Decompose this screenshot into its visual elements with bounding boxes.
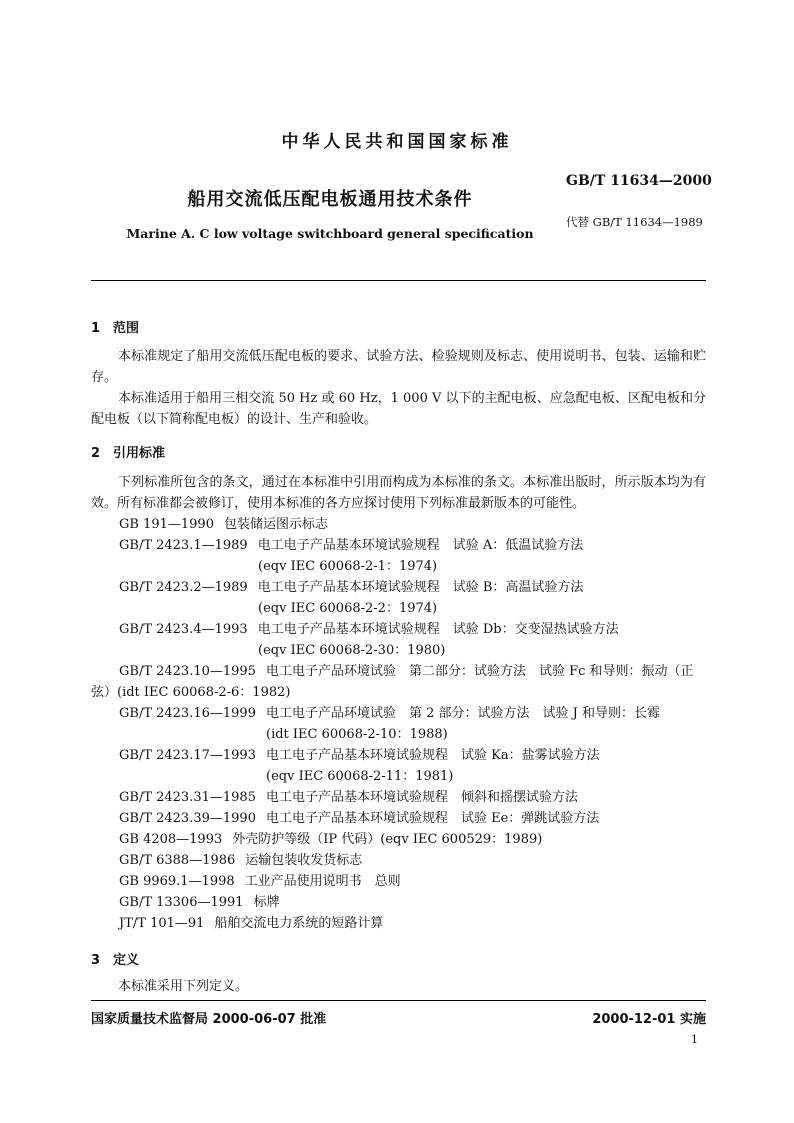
section-number: 2 xyxy=(91,446,101,461)
section-number: 3 xyxy=(91,953,101,968)
reference-code: GB 4208—1993 xyxy=(119,832,223,847)
reference-title: 电工电子产品基本环境试验规程 倾斜和摇摆试验方法 xyxy=(265,790,578,805)
reference-title: 电工电子产品基本环境试验规程 试验 Ka：盐雾试验方法 xyxy=(265,748,600,763)
reference-title: 电工电子产品环境试验 第 2 部分：试验方法 试验 J 和导则：长霉 xyxy=(265,706,660,721)
reference-title: 外壳防护等级（IP 代码）(eqv IEC 600529：1989) xyxy=(232,832,543,847)
reference-code: JT/T 101—91 xyxy=(119,916,205,931)
reference-item xyxy=(119,892,280,913)
reference-code: GB 191—1990 xyxy=(119,517,214,532)
reference-item xyxy=(119,913,383,934)
reference-continuation: (eqv IEC 60068-2-30：1980) xyxy=(258,643,446,658)
section-title: 定义 xyxy=(113,953,140,968)
section-1-heading xyxy=(91,317,139,336)
reference-title: 船舶交流电力系统的短路计算 xyxy=(214,916,384,931)
reference-item xyxy=(119,514,328,535)
reference-code: GB/T 2423.10—1995 xyxy=(119,664,256,679)
reference-item xyxy=(119,619,619,640)
approval-line: 国家质量技术监督局 2000-06-07 批准 xyxy=(91,1012,327,1027)
reference-item xyxy=(119,871,401,892)
reference-title: 标牌 xyxy=(253,895,280,910)
reference-continuation: (eqv IEC 60068-2-11：1981) xyxy=(266,769,454,784)
reference-item xyxy=(119,787,578,808)
reference-continuation: (eqv IEC 60068-2-1：1974) xyxy=(258,559,438,574)
reference-code: GB/T 2423.39—1990 xyxy=(119,811,256,826)
reference-title: 包装储运图示标志 xyxy=(223,517,328,532)
reference-item xyxy=(119,661,694,682)
reference-title: 运输包装收发货标志 xyxy=(245,853,363,868)
section-1-paragraph-2: 本标准适用于船用三相交流 50 Hz 或 60 Hz，1 000 V 以下的主配电板、应急配电板、区配电板和分配电板（以下简称配电板）的设计、生产和验收。 xyxy=(91,391,706,427)
reference-code: GB/T 2423.4—1993 xyxy=(119,622,248,637)
effective-date: 2000-12-01 实施 xyxy=(592,1012,706,1027)
document-title: 船用交流低压配电板通用技术条件 xyxy=(187,189,473,210)
reference-item xyxy=(119,535,583,556)
footer-divider xyxy=(91,1000,706,1001)
section-1-paragraph-1: 本标准规定了船用交流低压配电板的要求、试验方法、检验规则及标志、使用说明书、包装、运输和贮存。 xyxy=(91,349,706,385)
section-2-heading xyxy=(91,442,165,461)
reference-title: 电工电子产品基本环境试验规程 试验 B：高温试验方法 xyxy=(257,580,584,595)
reference-code: GB 9969.1—1998 xyxy=(119,874,235,889)
standard-number: GB/T 11634—2000 xyxy=(566,173,712,189)
national-standard-title: 中华人民共和国国家标准 xyxy=(281,132,513,152)
reference-item xyxy=(119,808,599,829)
section-3-heading xyxy=(91,949,139,968)
reference-continuation: (idt IEC 60068-2-10：1988) xyxy=(266,727,448,742)
reference-code: GB/T 2423.31—1985 xyxy=(119,790,256,805)
section-title: 引用标准 xyxy=(113,446,166,461)
reference-title: 电工电子产品环境试验 第二部分：试验方法 试验 Fc 和导则：振动（正 xyxy=(265,664,694,679)
page-number: 1 xyxy=(691,1033,698,1046)
section-number: 1 xyxy=(91,321,101,336)
reference-code: GB/T 6388—1986 xyxy=(119,853,236,868)
reference-code: GB/T 2423.16—1999 xyxy=(119,706,256,721)
section-2-paragraph-1: 下列标准所包含的条文，通过在本标准中引用而构成为本标准的条文。本标准出版时，所示版本均为有效。所有标准都会被修订，使用本标准的各方应探讨使用下列标准最新版本的可能性。 xyxy=(91,475,706,511)
reference-item xyxy=(119,577,583,598)
reference-item xyxy=(119,829,542,850)
header-divider xyxy=(91,280,706,281)
reference-title: 电工电子产品基本环境试验规程 试验 Ee：弹跳试验方法 xyxy=(265,811,600,826)
reference-continuation: (eqv IEC 60068-2-2：1974) xyxy=(258,601,438,616)
reference-code: GB/T 2423.1—1989 xyxy=(119,538,248,553)
reference-code: GB/T 2423.17—1993 xyxy=(119,748,256,763)
reference-item xyxy=(119,850,362,871)
reference-title: 电工电子产品基本环境试验规程 试验 Db：交变湿热试验方法 xyxy=(257,622,619,637)
replaces-standard: 代替 GB/T 11634—1989 xyxy=(566,215,703,229)
reference-code: GB/T 13306—1991 xyxy=(119,895,244,910)
reference-code: GB/T 2423.2—1989 xyxy=(119,580,248,595)
reference-title: 电工电子产品基本环境试验规程 试验 A：低温试验方法 xyxy=(257,538,584,553)
reference-item xyxy=(119,703,660,724)
reference-continuation: 弦）(idt IEC 60068-2-6：1982) xyxy=(91,685,291,700)
document-subtitle-english: Marine A. C low voltage switchboard general specification xyxy=(126,226,534,241)
section-3-paragraph-1: 本标准采用下列定义。 xyxy=(118,979,249,994)
section-title: 范围 xyxy=(113,321,140,336)
reference-item xyxy=(119,745,600,766)
reference-title: 工业产品使用说明书 总则 xyxy=(244,874,401,889)
